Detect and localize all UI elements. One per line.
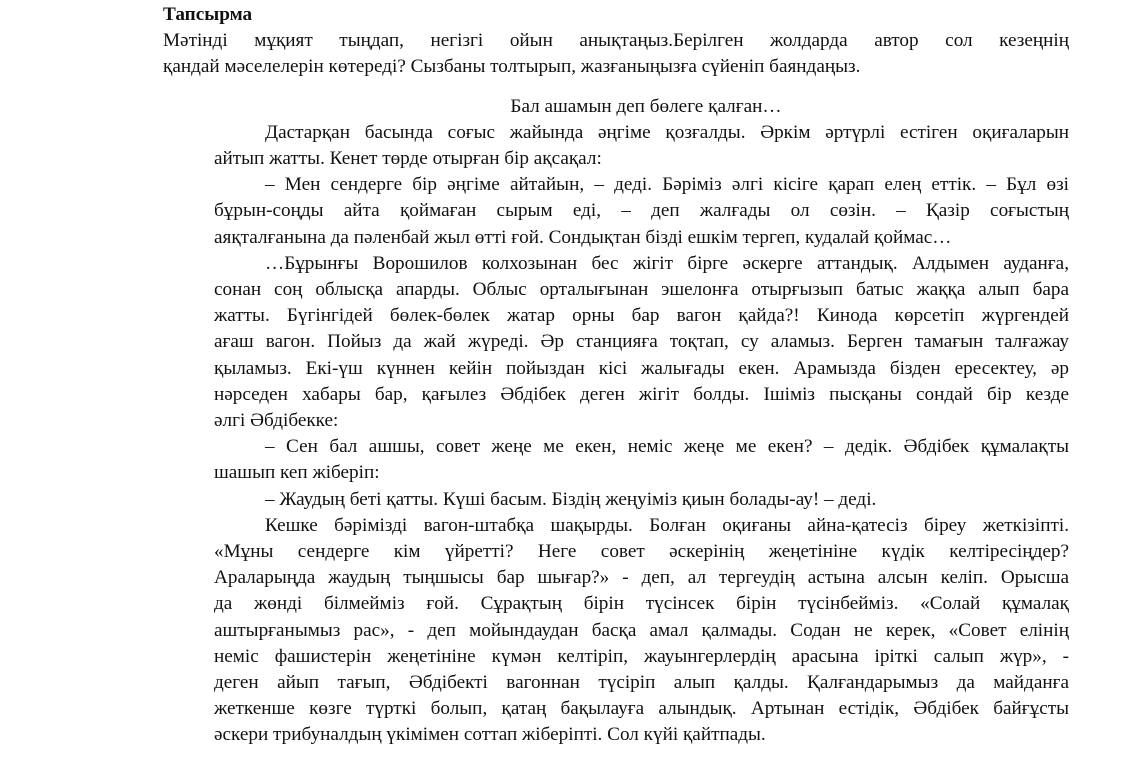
paragraph-line: ағаш вагон. Пойыз да жай жүреді. Әр станцияға тоқтап, су аламыз. Берген тамағын талғажау [214,331,1069,353]
task-instructions [163,28,1069,80]
task-heading: Тапсырма [163,4,253,25]
paragraph-line: неміс фашистерін жеңетініне күмән келтіріп, жауынгерлердің арасына іріткі салып жүр», - [214,645,1069,667]
paragraph-line: «Мұны сендерге кім үйретті? Неге совет әскерінің жеңетініне күдік келтіресіңдер? [214,541,1069,563]
paragraph-line: әлгі Әбдібекке: [214,410,339,432]
paragraph-line: …Бұрынғы Ворошилов колхозынан бес жігіт бірге әскерге аттандық. Алдымен ауданға, [265,252,1069,274]
story-paragraph [163,120,1069,172]
paragraph-line: аяқталғанына да пәленбай жыл өтті ғой. Сондықтан бізді ешкім тергеп, кудалай қоймас… [214,226,952,248]
paragraph-line: қыламыз. Екі-үш күннен кейін пойыздан кісі жалығады екен. Арамызда бізден ересектеу, әр [214,357,1069,379]
story-paragraph [163,487,1069,513]
paragraph-line: бұрын-соңды айта қоймаған сырым еді, – деп жалғады ол сөзін. – Қазір соғыстың [214,200,1069,222]
paragraph-line: – Мен сендерге бір әңгіме айтайын, – деді. Бәріміз әлгі кісіге қарап елең еттік. – Бұл өзі [265,174,1069,196]
paragraph-line: аштырғанымыз рас», - деп мойындаудан басқа амал қалмады. Содан не керек, «Совет елінің [214,619,1069,641]
document-page [163,2,1069,749]
paragraph-line: да жөнді білмейміз ғой. Сұрақтың бірін түсінсек бірін түсінбейміз. «Солай құмалақ [214,593,1069,615]
paragraph-line: – Сен бал ашшы, совет жеңе ме екен, неміс жеңе ме екен? – дедік. Әбдібек құмалақты [265,436,1069,458]
paragraph-line: – Жаудың беті қатты. Күші басым. Біздің жеңуіміз қиын болады-ау! – деді. [265,488,877,510]
task-line: Мәтінді мұқият тыңдап, негізгі ойын анықтаңыз.Берілген жолдарда автор сол кезеңнің [163,30,1069,52]
paragraph-line: деген айып тағып, Әбдібекті вагоннан түсіріп алып қалды. Қалғандарымыз да майданға [214,672,1069,694]
paragraph-line: жатты. Бүгінгідей бөлек-бөлек жатар орны бар вагон қайда?! Кинода көрсетіп жүргендей [214,305,1069,327]
paragraph-line: Кешке бәрімізді вагон-штабқа шақырды. Болған оқиғаны айна-қатесіз біреу жеткізіпті. [265,514,1069,536]
task-line: қандай мәселелерін көтереді? Сызбаны толтырып, жазғаныңызға сүйеніп баяндаңыз. [163,56,861,78]
story-paragraph [163,434,1069,486]
paragraph-line: әскери трибуналдың үкімімен соттап жіберіпті. Сол күйі қайтпады. [214,724,766,746]
story-paragraph [163,513,1069,749]
story-paragraph [163,172,1069,251]
paragraph-line: нәрседен хабары бар, қағылез Әбдібек деген жігіт болды. Ішіміз пысқаны сондай бір кезде [214,383,1069,405]
paragraph-line: сонан соң облысқа апарды. Облыс орталығынан эшелонға отырғызып батыс жаққа алып бара [214,279,1069,301]
paragraph-line: Дастарқан басында соғыс жайында әңгіме қозғалды. Әркім әртүрлі естіген оқиғаларын [265,121,1069,143]
paragraph-line: Араларыңда жаудың тыңшысы бар шығар?» - деп, ал тергеудің астына алсын келіп. Орысша [214,567,1069,589]
story-paragraph [163,251,1069,434]
paragraph-line: жеткенше көзге түрткі болып, қатаң бақылауға алындық. Артынан естідік, Әбдібек байғұсты [214,698,1069,720]
paragraph-line: шашып кеп жіберіп: [214,462,380,484]
story-title: Бал ашамын деп бөлеге қалған… [510,95,782,117]
paragraph-line: айтып жатты. Кенет төрде отырған бір ақсақал: [214,148,602,170]
